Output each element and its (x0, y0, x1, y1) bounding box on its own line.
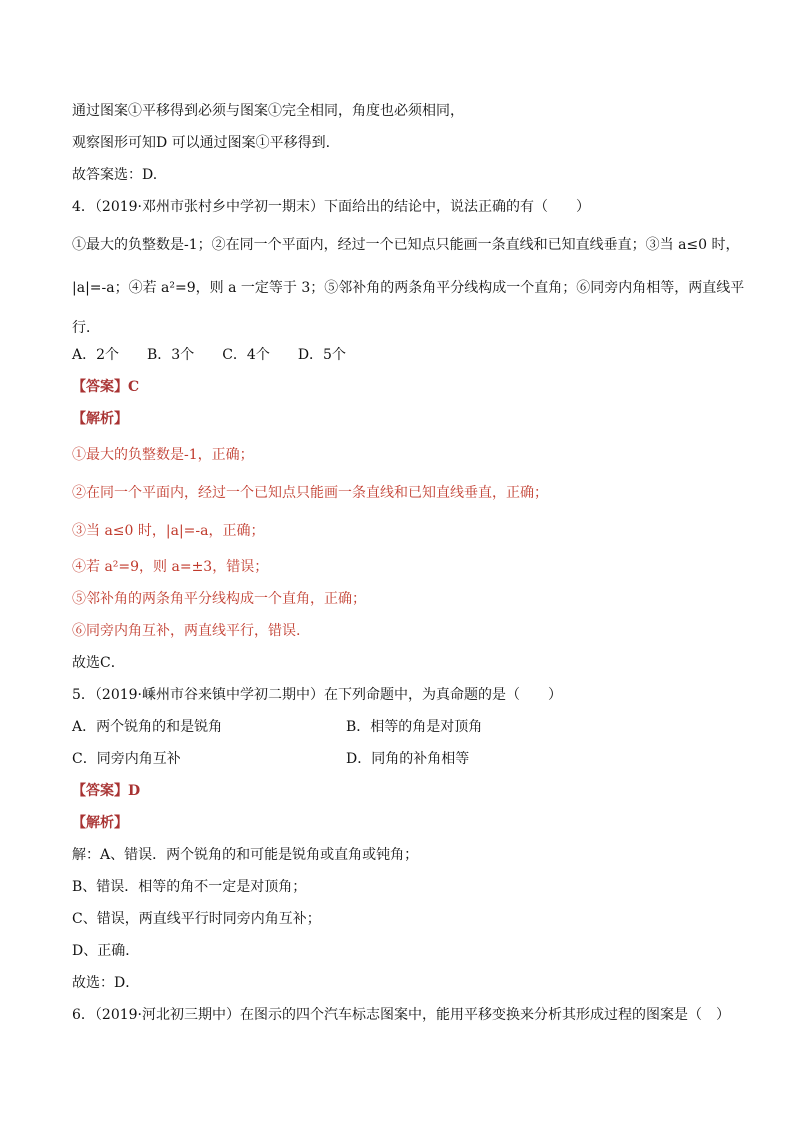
text-line: 通过图案①平移得到必须与图案①完全相同，角度也必须相同， (72, 103, 464, 119)
question-4-analysis-line: ⑥同旁内角互补，两直线平行，错误. (72, 623, 301, 639)
question-4-answer: 【答案】C (72, 379, 140, 395)
question-4-conclusion: 故选C． (72, 655, 125, 671)
option-b: B．相等的角是对顶角 (346, 719, 483, 735)
question-4-statements-line-3: 行． (72, 320, 100, 336)
option-a: A．两个锐角的和是锐角 (72, 719, 223, 735)
question-4-statements-line-2: |a|=-a；④若 a²=9，则 a 一定等于 3；⑤邻补角的两条角平分线构成一个直角；⑥同旁内角相等，两直线平 (72, 280, 745, 296)
option-c: C．同旁内角互补 (72, 751, 181, 767)
question-5-options-row-2 (72, 750, 722, 768)
question-5-stem: 5．（2019·嵊州市谷来镇中学初二期中）在下列命题中，为真命题的是（ ） (72, 687, 562, 703)
question-5-analysis-line: B、错误．相等的角不一定是对顶角； (72, 879, 307, 895)
question-5-options-row-1 (72, 718, 722, 736)
question-5-analysis-line: C、错误，两直线平行时同旁内角互补； (72, 911, 321, 927)
question-4-analysis-line: ④若 a²=9，则 a=±3，错误； (72, 559, 269, 575)
question-4-analysis-line: ③当 a≤0 时，|a|=-a，正确； (72, 523, 265, 539)
question-5-answer: 【答案】D (72, 783, 141, 799)
question-4-analysis-line: ⑤邻补角的两条角平分线构成一个直角，正确； (72, 591, 366, 607)
question-4-options: A．2个 B．3个 C．4个 D．5个 (72, 347, 346, 363)
question-4-statements-line-1: ①最大的负整数是-1；②在同一个平面内，经过一个已知点只能画一条直线和已知直线垂直；③当 a≤0 时， (72, 237, 740, 253)
question-5-analysis-line: D、正确． (72, 943, 140, 959)
question-4-analysis-line: ②在同一个平面内，经过一个已知点只能画一条直线和已知直线垂直，正确； (72, 485, 548, 501)
question-6-stem: 6．（2019·河北初三期中）在图示的四个汽车标志图案中，能用平移变换来分析其形成过程的图案是（ ） (72, 1007, 730, 1023)
question-4-stem: 4．（2019·邓州市张村乡中学初一期末）下面给出的结论中，说法正确的有（ ） (72, 199, 590, 215)
question-4-analysis-line: ①最大的负整数是-1，正确； (72, 447, 254, 463)
text-line: 观察图形可知D 可以通过图案①平移得到. (72, 135, 331, 151)
question-4-analysis-label: 【解析】 (72, 411, 128, 427)
option-d: D．同角的补角相等 (346, 751, 470, 767)
question-5-analysis-line: 解：A、错误．两个锐角的和可能是锐角或直角或钝角； (72, 847, 419, 863)
question-5-conclusion: 故选：D． (72, 975, 140, 991)
question-5-analysis-label: 【解析】 (72, 815, 128, 831)
text-line: 故答案选：D. (72, 167, 158, 183)
